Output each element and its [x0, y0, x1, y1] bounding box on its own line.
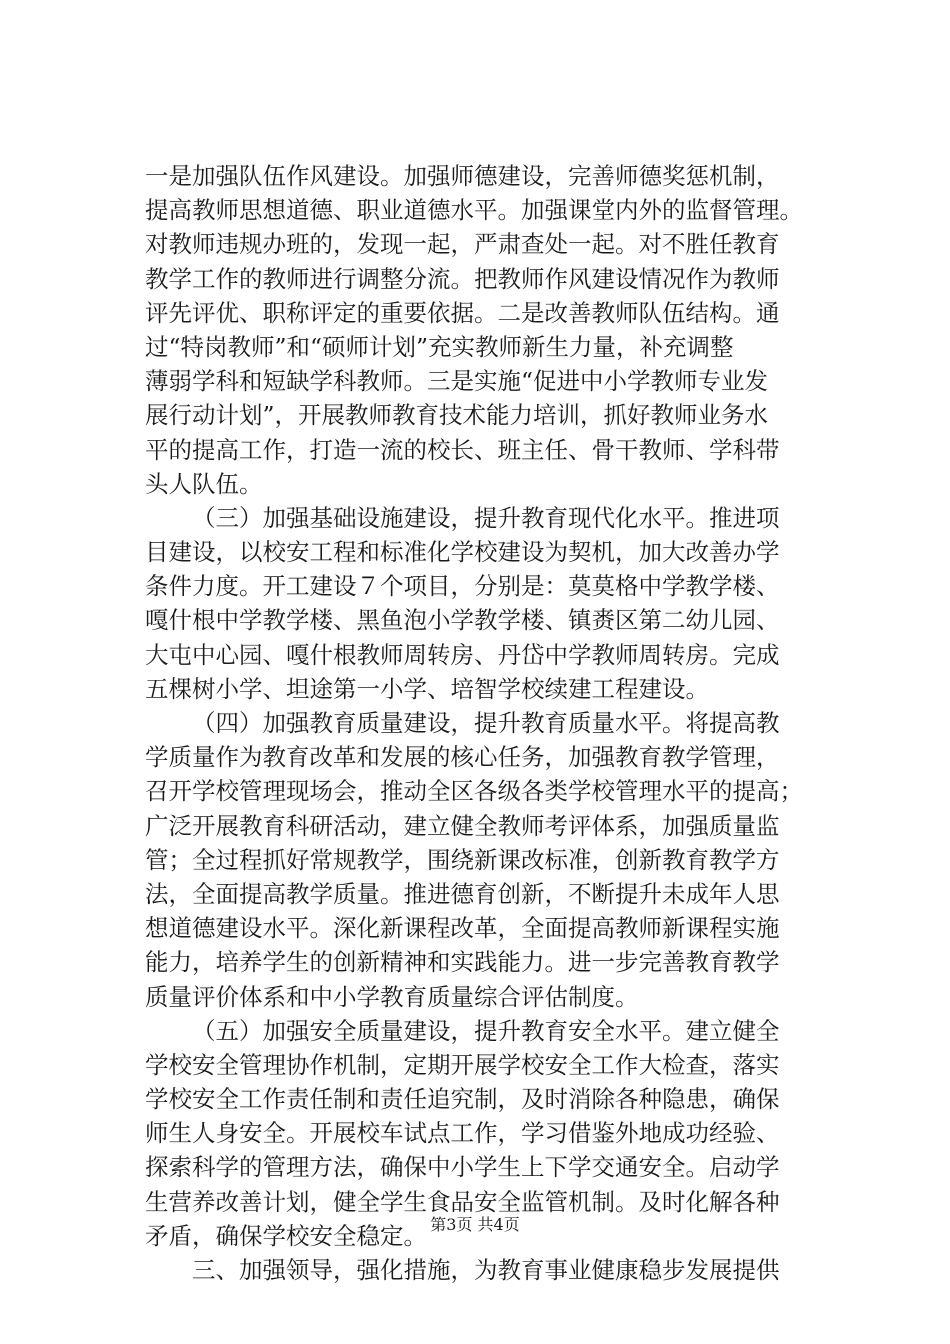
text-line: 提高教师思想道德、职业道德水平。加强课堂内外的监督管理。: [145, 196, 803, 225]
text-line: 学校安全管理协作机制，定期开展学校安全工作大检查，落实: [145, 1050, 780, 1079]
section-heading-line: （五）加强安全质量建设，提升教育安全水平。建立健全: [192, 1016, 780, 1045]
page-number-footer: 第3页 共4页: [430, 1215, 520, 1234]
section-heading-line: （四）加强教育质量建设，提升教育质量水平。将提高教: [192, 709, 780, 737]
text-line: 召开学校管理现场会，推动全区各级各类学校管理水平的提高；: [145, 777, 803, 806]
text-line: 薄弱学科和短缺学科教师。三是实施“促进中小学教师专业发: [145, 367, 769, 396]
text-line: 条件力度。开工建设７个项目，分别是：莫莫格中学教学楼、: [145, 572, 780, 601]
part-heading-line: 三、加强领导，强化措施，为教育事业健康稳步发展提供: [192, 1256, 780, 1284]
text-line: 想道德建设水平。深化新课程改革，全面提高教师新课程实施: [145, 914, 780, 943]
text-line: 评先评优、职称评定的重要依据。二是改善教师队伍结构。通: [145, 298, 780, 327]
text-line: 广泛开展教育科研活动，建立健全教师考评体系，加强质量监: [145, 811, 780, 840]
text-line: 能力，培养学生的创新精神和实践能力。进一步完善教育教学: [145, 948, 780, 977]
text-line: 头人队伍。: [145, 469, 263, 498]
text-line: 目建设，以校安工程和标准化学校建设为契机，加大改善办学: [145, 538, 780, 567]
text-line: 一是加强队伍作风建设。加强师德建设，完善师德奖惩机制，: [145, 162, 780, 190]
text-line: 对教师违规办班的，发现一起，严肃查处一起。对不胜任教育: [145, 230, 780, 259]
text-line: 教学工作的教师进行调整分流。把教师作风建设情况作为教师: [145, 264, 780, 293]
text-line: 大屯中心园、嘎什根教师周转房、丹岱中学教师周转房。完成: [145, 640, 780, 669]
text-line: 平的提高工作，打造一流的校长、班主任、骨干教师、学科带: [145, 435, 780, 464]
text-line: 矛盾，确保学校安全稳定。: [145, 1221, 427, 1250]
text-line: 学质量作为教育改革和发展的核心任务，加强教育教学管理，: [145, 743, 780, 772]
text-line: 师生人身安全。开展校车试点工作，学习借鉴外地成功经验、: [145, 1119, 780, 1148]
text-line: 生营养改善计划，健全学生食品安全监管机制。及时化解各种: [145, 1187, 780, 1216]
text-line: 嘎什根中学教学楼、黑鱼泡小学教学楼、镇赉区第二幼儿园、: [145, 606, 780, 635]
section-heading-line: （三）加强基础设施建设，提升教育现代化水平。推进项: [192, 503, 780, 532]
text-line: 质量评价体系和中小学教育质量综合评估制度。: [145, 982, 639, 1011]
text-line: 探索科学的管理方法，确保中小学生上下学交通安全。启动学: [145, 1153, 780, 1182]
text-line: 法，全面提高教学质量。推进德育创新，不断提升未成年人思: [145, 879, 780, 908]
text-line: 学校安全工作责任制和责任追究制，及时消除各种隐患，确保: [145, 1085, 780, 1114]
text-line: 管；全过程抓好常规教学，围绕新课改标准，创新教育教学方: [145, 845, 780, 874]
text-line: 五棵树小学、坦途第一小学、培智学校续建工程建设。: [145, 674, 709, 703]
text-line: 过“特岗教师”和“硕师计划”充实教师新生力量，补充调整: [145, 332, 734, 361]
body-text: [145, 159, 845, 1287]
text-line: 展行动计划”，开展教师教育技术能力培训，抓好教师业务水: [145, 401, 769, 430]
